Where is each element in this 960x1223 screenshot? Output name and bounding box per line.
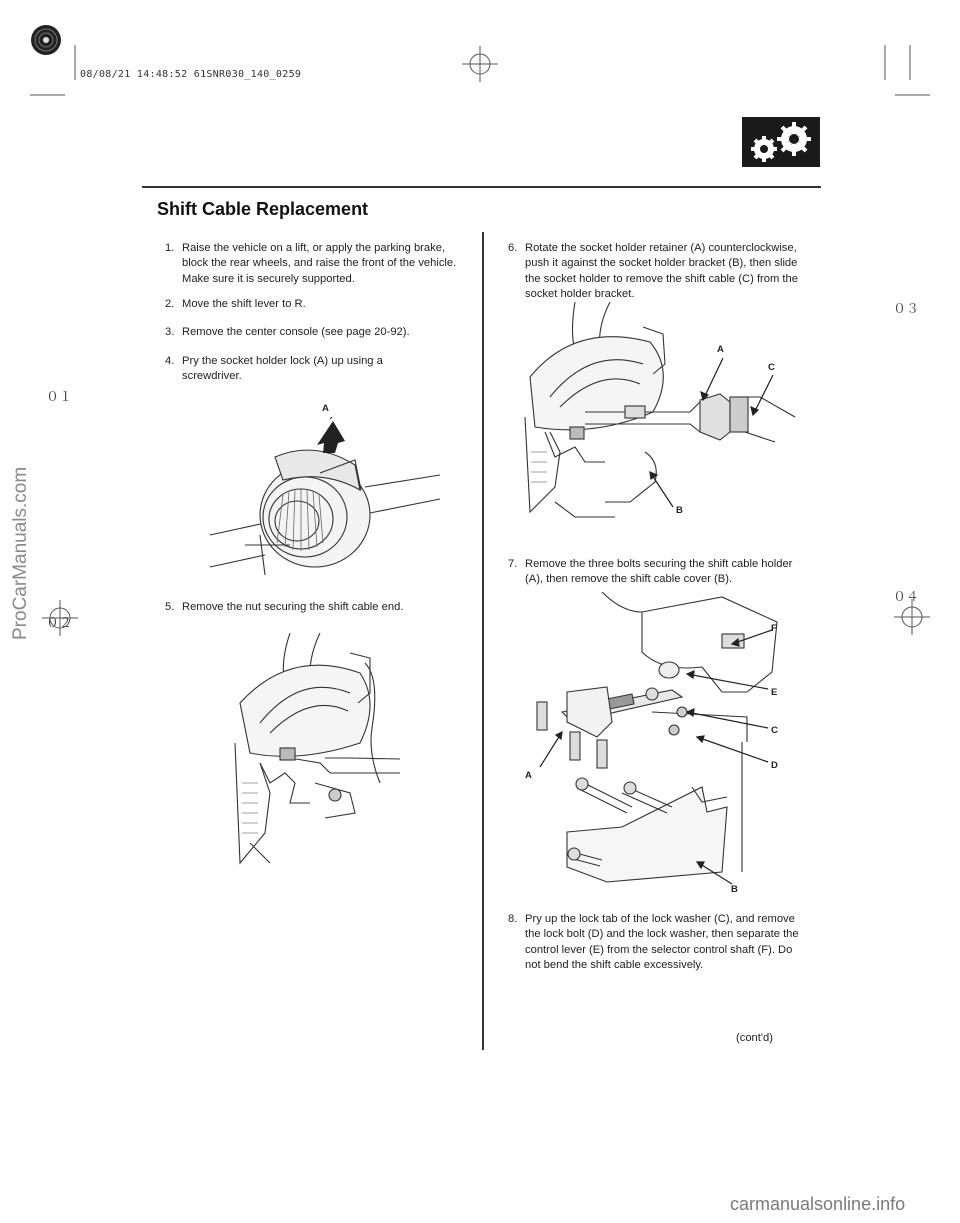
- column-divider: [482, 232, 484, 1050]
- callout-c-fig7: C: [771, 725, 778, 736]
- callout-a-fig6: A: [717, 344, 724, 355]
- callout-f-fig7: F: [771, 623, 777, 634]
- figure-socket-holder-lock: [205, 395, 445, 580]
- callout-c-fig6: C: [768, 362, 775, 373]
- margin-mark-04: ０４: [893, 590, 920, 605]
- step-7: 7. Remove the three bolts securing the shift cable holder (A), then remove the shift cable cover (B).: [508, 558, 793, 586]
- callout-a-fig7: A: [525, 770, 532, 781]
- callout-e-fig7: E: [771, 687, 778, 698]
- gears-icon: [742, 117, 820, 167]
- callout-d-fig7: D: [771, 760, 778, 771]
- watermark-carmanualsonline: carmanualsonline.info: [730, 1194, 906, 1214]
- print-timestamp: 08/08/21 14:48:52 61SNR030_140_0259: [80, 69, 302, 80]
- step-8: 8. Pry up the lock tab of the lock washer (C), and remove the lock bolt (D) and the lock washer, then separate the control lever (E) from the selector control shaft (F). Do not bend the shift cable excessively.: [508, 913, 799, 971]
- header-rule: [142, 186, 821, 188]
- margin-mark-03: ０３: [893, 302, 920, 317]
- callout-b-fig6: B: [676, 505, 683, 516]
- margin-mark-02: ０２: [46, 616, 73, 631]
- watermark-procarmanuals: ProCarManuals.com: [10, 466, 31, 640]
- margin-mark-01: ０１: [46, 390, 73, 405]
- step-5: 5. Remove the nut securing the shift cable end.: [165, 601, 404, 613]
- figure-shift-cable-holder: [522, 592, 792, 897]
- continued-label: (cont'd): [736, 1032, 773, 1044]
- page-title: Shift Cable Replacement: [157, 199, 369, 219]
- step-6: 6. Rotate the socket holder retainer (A) counterclockwise, push it against the socket holder bracket (B), then slide the socket holder to remove the shift cable (C) from the socket holder bracket.: [508, 242, 798, 300]
- callout-b-fig7: B: [731, 884, 738, 895]
- figure-cable-end-nut: [230, 633, 405, 868]
- step-4: 4. Pry the socket holder lock (A) up using a screwdriver.: [165, 355, 383, 383]
- registration-disc-icon: [28, 22, 68, 62]
- figure-socket-holder-retainer: [515, 302, 800, 520]
- callout-a-fig4: A: [322, 403, 329, 414]
- step-1: 1. Raise the vehicle on a lift, or apply the parking brake, block the rear wheels, and raise the front of the vehicle. Make sure it is securely supported.: [165, 242, 457, 285]
- step-2: 2. Move the shift lever to R.: [165, 298, 306, 310]
- step-3: 3. Remove the center console (see page 20-92).: [165, 326, 410, 338]
